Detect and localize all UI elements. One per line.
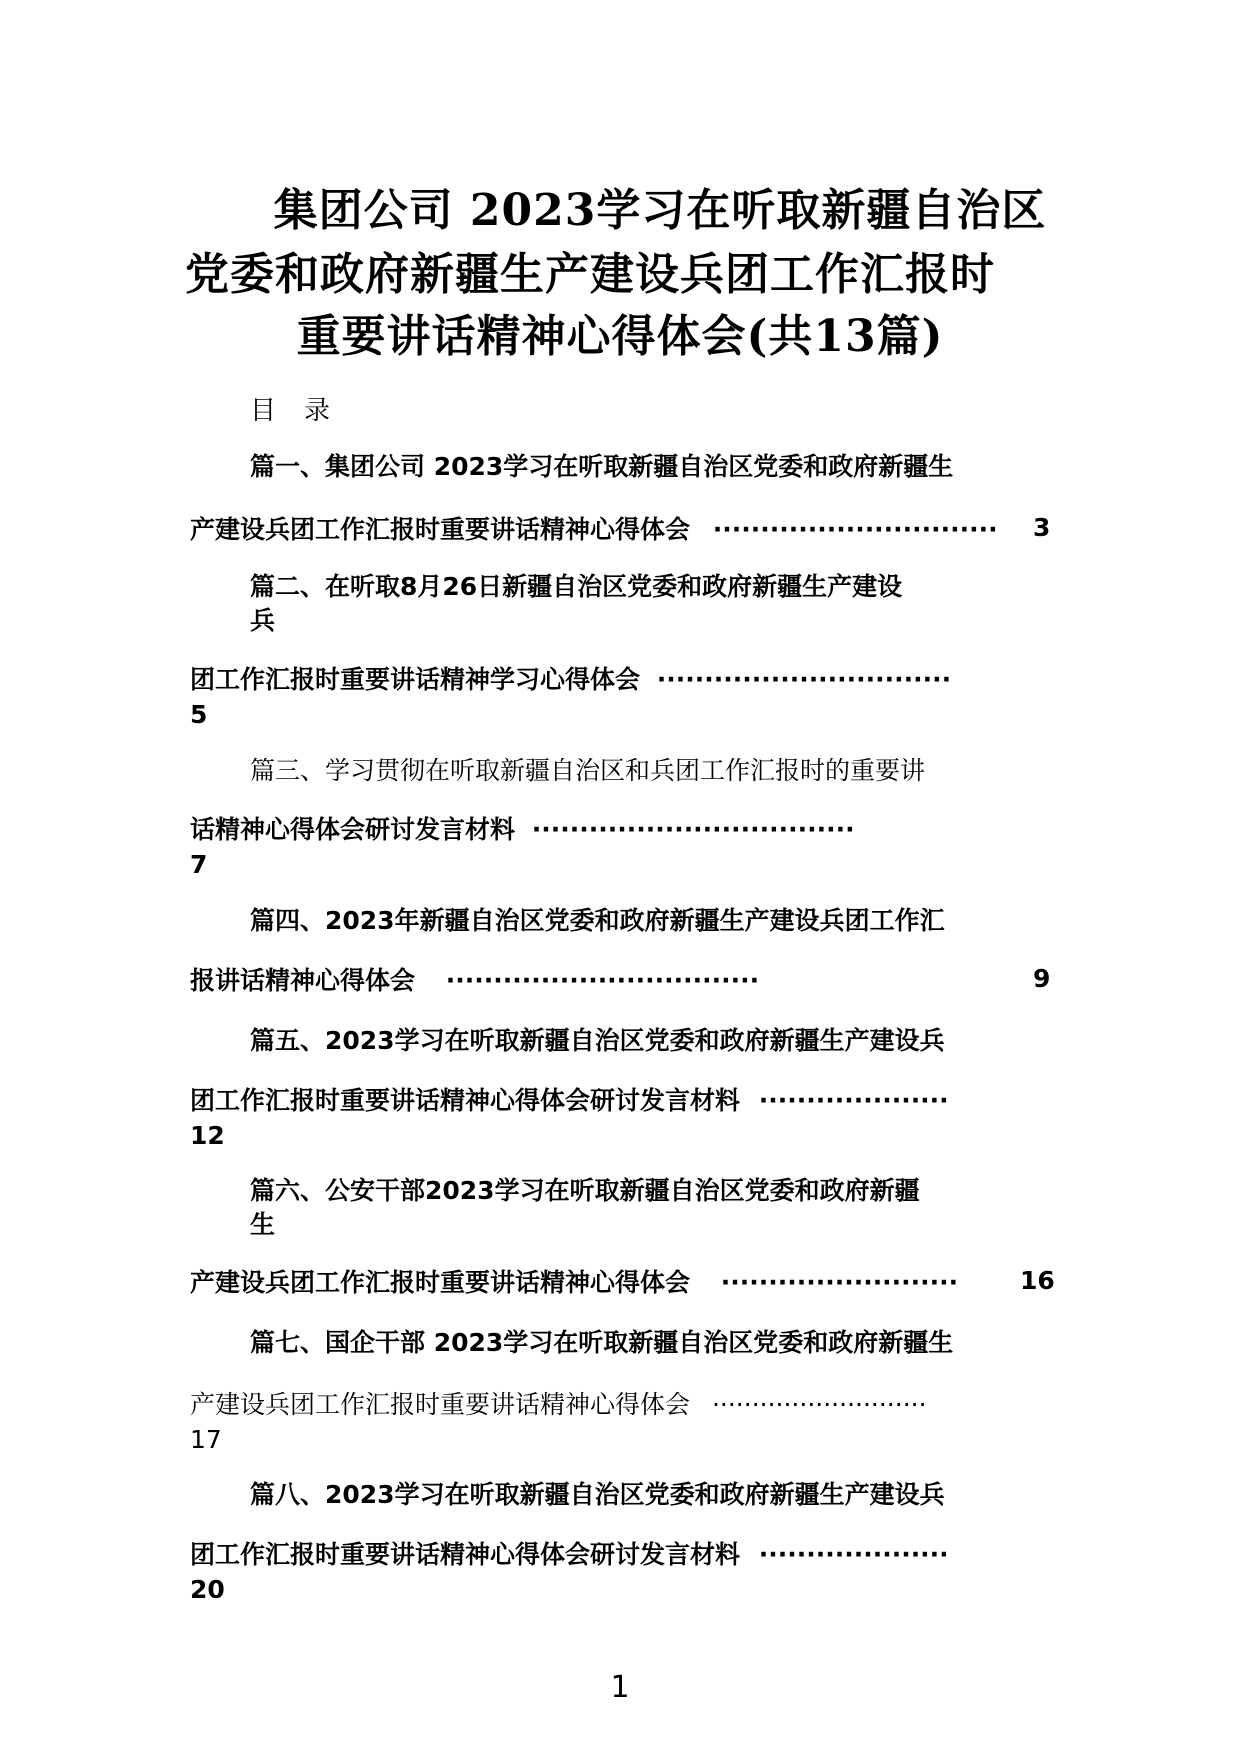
toc-entry-4-continuation[interactable] xyxy=(190,964,759,998)
toc-entry-2-title-wrap: 兵 xyxy=(250,606,276,635)
toc-entry-4-leader-dots: ································· xyxy=(445,966,760,995)
toc-entry-3-title[interactable]: 篇三、学习贯彻在听取新疆自治区和兵团工作汇报时的重要讲 xyxy=(250,756,926,785)
toc-entry-1-title[interactable]: 篇一、集团公司 2023学习在听取新疆自治区党委和政府新疆生 xyxy=(250,452,954,481)
toc-entry-6-page-number[interactable]: 16 xyxy=(1020,1266,1055,1295)
toc-entry-2-continuation[interactable] xyxy=(190,663,951,697)
toc-entry-5-page-number[interactable]: 12 xyxy=(190,1121,225,1150)
page-number-footer: 1 xyxy=(610,1670,630,1705)
toc-entry-3-leader-dots: ·································· xyxy=(531,815,855,844)
toc-entry-5-continuation-text: 团工作汇报时重要讲话精神心得体会研讨发言材料 xyxy=(190,1086,741,1115)
toc-entry-8-page-number[interactable]: 20 xyxy=(190,1575,225,1604)
toc-entry-8-continuation[interactable] xyxy=(190,1538,949,1572)
toc-entry-2-title[interactable]: 篇二、在听取8月26日新疆自治区党委和政府新疆生产建设 xyxy=(250,572,903,601)
document-title-line-3: 重要讲话精神心得体会(共13篇) xyxy=(296,311,944,362)
toc-entry-1-continuation[interactable] xyxy=(190,513,998,547)
toc-entry-1-leader-dots: ······························ xyxy=(712,515,998,544)
toc-entry-2-leader-dots: ······························· xyxy=(656,665,952,694)
toc-entry-5-title[interactable]: 篇五、2023学习在听取新疆自治区党委和政府新疆生产建设兵 xyxy=(250,1026,945,1055)
toc-entry-7-title[interactable]: 篇七、国企干部 2023学习在听取新疆自治区党委和政府新疆生 xyxy=(250,1328,954,1357)
toc-entry-8-title[interactable]: 篇八、2023学习在听取新疆自治区党委和政府新疆生产建设兵 xyxy=(250,1480,945,1509)
toc-entry-1-page-number[interactable]: 3 xyxy=(1033,513,1051,542)
toc-entry-2-page-number[interactable]: 5 xyxy=(190,700,208,729)
toc-entry-1-continuation-text: 产建设兵团工作汇报时重要讲话精神心得体会 xyxy=(190,515,691,544)
document-title-line-2: 党委和政府新疆生产建设兵团工作汇报时 xyxy=(185,249,995,300)
toc-entry-7-page-number[interactable]: 17 xyxy=(190,1425,222,1454)
toc-entry-4-continuation-text: 报讲话精神心得体会 xyxy=(190,966,416,995)
toc-heading: 目录 xyxy=(250,396,359,426)
toc-entry-4-title[interactable]: 篇四、2023年新疆自治区党委和政府新疆生产建设兵团工作汇 xyxy=(250,906,945,935)
toc-entry-6-continuation[interactable] xyxy=(190,1266,958,1300)
toc-entry-4-page-number[interactable]: 9 xyxy=(1033,964,1051,993)
toc-entry-8-continuation-text: 团工作汇报时重要讲话精神心得体会研讨发言材料 xyxy=(190,1540,741,1569)
toc-entry-7-continuation-text: 产建设兵团工作汇报时重要讲话精神心得体会 xyxy=(190,1390,691,1419)
toc-entry-3-continuation[interactable] xyxy=(190,813,855,847)
toc-entry-6-continuation-text: 产建设兵团工作汇报时重要讲话精神心得体会 xyxy=(190,1268,691,1297)
toc-entry-3-continuation-text: 话精神心得体会研讨发言材料 xyxy=(190,815,516,844)
toc-entry-7-leader-dots: ··························· xyxy=(711,1390,927,1419)
toc-entry-2-continuation-text: 团工作汇报时重要讲话精神学习心得体会 xyxy=(190,665,641,694)
toc-entry-6-title[interactable]: 篇六、公安干部2023学习在听取新疆自治区党委和政府新疆 xyxy=(250,1176,920,1205)
toc-entry-8-leader-dots: ···················· xyxy=(758,1540,949,1569)
toc-entry-6-leader-dots: ························· xyxy=(720,1268,959,1297)
toc-entry-6-title-wrap: 生 xyxy=(250,1210,276,1239)
document-title-line-1: 集团公司 2023学习在听取新疆自治区 xyxy=(273,185,1047,236)
toc-entry-7-continuation[interactable] xyxy=(190,1388,927,1422)
toc-entry-5-leader-dots: ···················· xyxy=(758,1086,949,1115)
toc-entry-5-continuation[interactable] xyxy=(190,1084,949,1118)
toc-entry-3-page-number[interactable]: 7 xyxy=(190,850,208,879)
